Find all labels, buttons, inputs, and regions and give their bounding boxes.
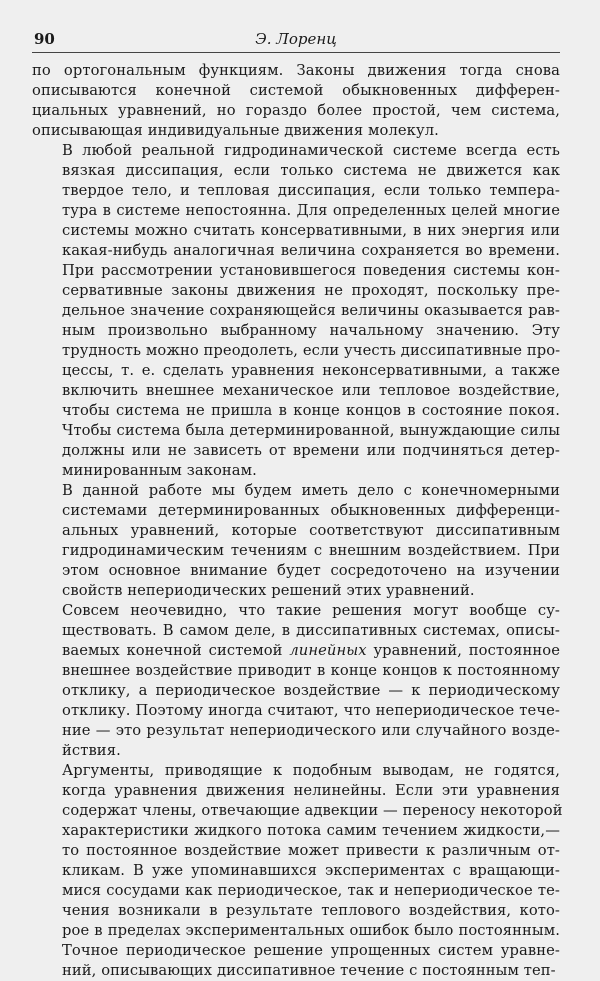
text-line: ществовать. В самом деле, в диссипативных системах, описы- — [62, 622, 560, 639]
text-line: Чтобы система была детерминированной, вынуждающие силы — [62, 422, 560, 439]
text-line: системы можно считать консервативными, в них энергия или — [62, 222, 560, 239]
text-line: дельное значение сохраняющейся величины оказывается рав- — [62, 302, 560, 319]
text-line: тура в системе непостоянна. Для определенных целей многие — [62, 202, 560, 219]
text-line: отклику, а периодическое воздействие — к периодическому — [62, 682, 560, 699]
body-text — [32, 61, 563, 981]
text-line: Аргументы, приводящие к подобным выводам, не годятся, — [62, 762, 560, 779]
running-head-author: Э. Лоренц — [255, 30, 337, 48]
text-line: вязкая диссипация, если только система не движется как — [62, 162, 560, 179]
text-line: системами детерминированных обыкновенных дифференци- — [62, 502, 560, 519]
text-line: мися сосудами как периодическое, так и непериодическое те- — [62, 882, 560, 899]
text-line: циальных уравнений, но гораздо более простой, чем система, — [32, 102, 560, 119]
text-line: рое в пределах экспериментальных ошибок было постоянным. — [62, 922, 560, 939]
text-line: Совсем неочевидно, что такие решения могут вообще су- — [62, 602, 560, 619]
text-line: характеристики жидкого потока самим течением жидкости,— — [62, 822, 560, 839]
text-line: кликам. В уже упоминавшихся экспериментах с вращающи- — [62, 862, 560, 879]
text-line: цессы, т. е. сделать уравнения неконсервативными, а также — [62, 362, 560, 379]
text-line: должны или не зависеть от времени или подчиняться детер- — [62, 442, 560, 459]
text-line: включить внешнее механическое или тепловое воздействие, — [62, 382, 560, 399]
text-line: ний, описывающих диссипативное течение с постоянным теп- — [62, 962, 556, 979]
text-line: когда уравнения движения нелинейны. Если эти уравнения — [62, 782, 560, 799]
page-number: 90 — [34, 30, 55, 48]
text-line: какая-нибудь аналогичная величина сохраняется во времени. — [62, 242, 560, 259]
text-line: ваемых конечной системой линейных уравнений, постоянное — [62, 642, 560, 659]
text-line: описывающая индивидуальные движения молекул. — [32, 122, 439, 139]
text-line: гидродинамическим течениям с внешним воздействием. При — [62, 542, 560, 559]
paragraph — [32, 761, 563, 981]
text-line: содержат члены, отвечающие адвекции — переносу некоторой — [62, 802, 563, 819]
text-line: ным произвольно выбранному начальному значению. Эту — [62, 322, 560, 339]
text-line: ние — это результат непериодического или случайного возде- — [62, 722, 560, 739]
text-line: При рассмотрении установившегося поведения системы кон- — [62, 262, 560, 279]
text-line: сервативные законы движения не проходят, поскольку пре- — [62, 282, 560, 299]
text-line: этом основное внимание будет сосредоточено на изучении — [62, 562, 560, 579]
text-line: твердое тело, и тепловая диссипация, если только темпера- — [62, 182, 560, 199]
text-line: чтобы система не пришла в конце концов в состояние покоя. — [62, 402, 560, 419]
paragraph — [32, 61, 560, 141]
text-line: описываются конечной системой обыкновенных дифферен- — [32, 82, 560, 99]
paragraph — [32, 141, 560, 481]
text-line: альных уравнений, которые соответствуют диссипативным — [62, 522, 560, 539]
text-line: внешнее воздействие приводит в конце концов к постоянному — [62, 662, 560, 679]
text-line: Точное периодическое решение упрощенных систем уравне- — [62, 942, 560, 959]
page-header — [32, 26, 560, 53]
paragraph — [32, 601, 560, 761]
text-line: чения возникали в результате теплового воздействия, кото- — [62, 902, 560, 919]
paragraph — [32, 481, 560, 601]
text-line: В данной работе мы будем иметь дело с конечномерными — [62, 482, 560, 499]
book-page — [32, 26, 563, 979]
text-line: то постоянное воздействие может привести к различным от- — [62, 842, 560, 859]
text-line: по ортогональным функциям. Законы движения тогда снова — [32, 62, 560, 79]
text-line: трудность можно преодолеть, если учесть диссипативные про- — [62, 342, 561, 359]
text-line: свойств непериодических решений этих уравнений. — [62, 582, 475, 599]
text-line: минированным законам. — [62, 462, 257, 479]
text-line: отклику. Поэтому иногда считают, что непериодическое тече- — [62, 702, 560, 719]
text-line: В любой реальной гидродинамической системе всегда есть — [62, 142, 560, 159]
text-line: йствия. — [62, 742, 121, 759]
